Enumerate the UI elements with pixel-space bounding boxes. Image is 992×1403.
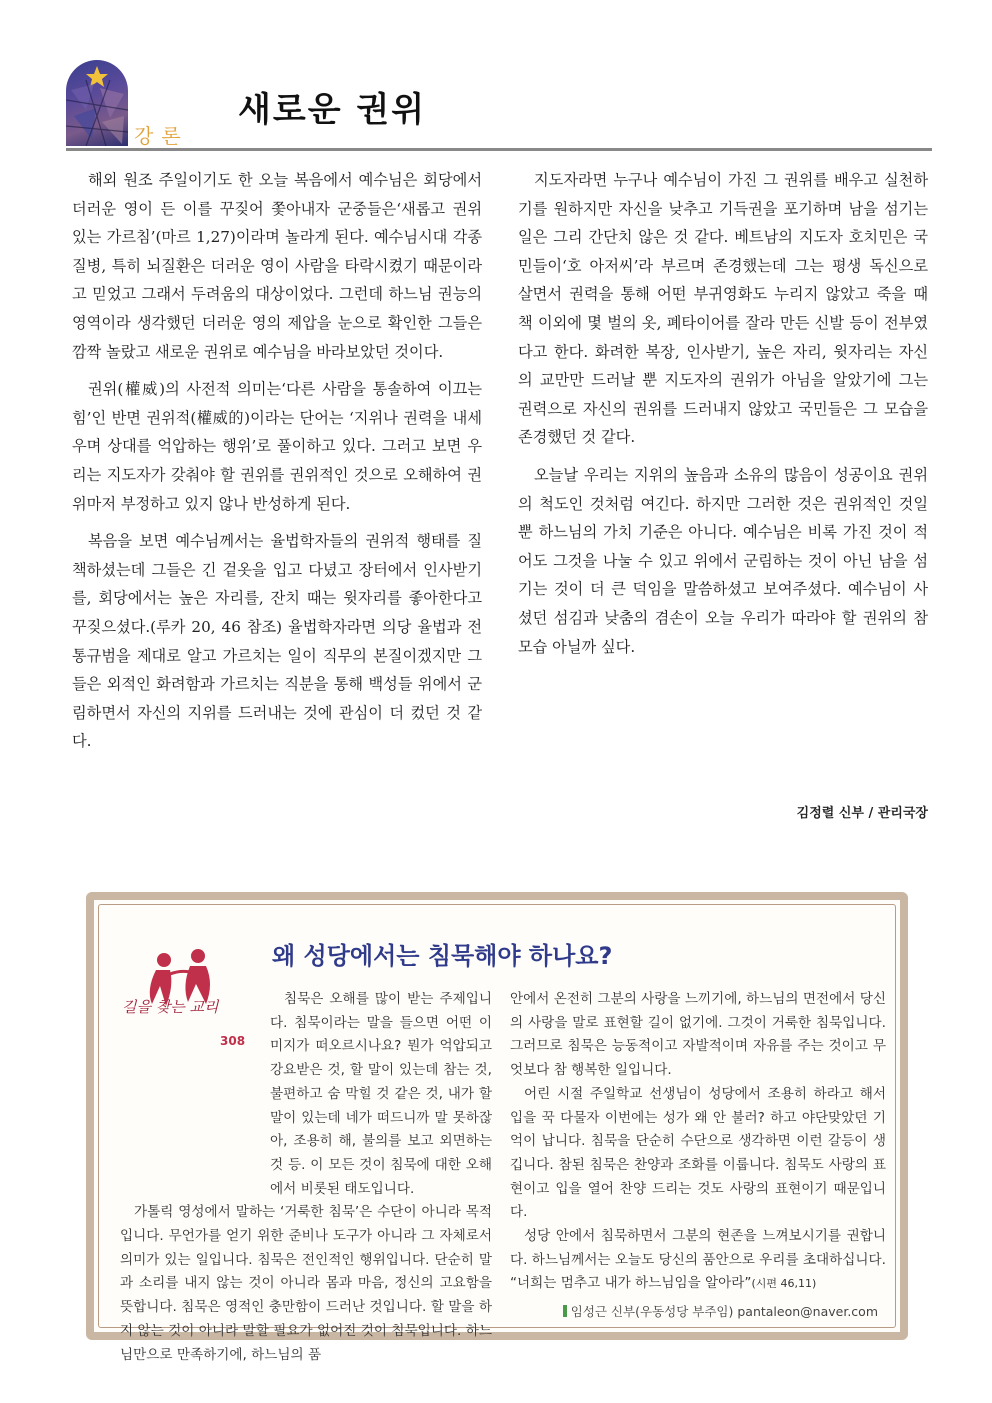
box-issue-number: 308 [220,1034,246,1048]
box-author-text: 임성근 신부(우동성당 부주임) pantaleon@naver.com [570,1304,878,1319]
article-left-column [72,166,482,765]
box-author [563,1302,878,1320]
author-bar-icon [563,1305,567,1317]
catechism-box [86,892,908,1363]
box-title: 왜 성당에서는 침묵해야 하나요? [272,942,613,970]
section-logo [66,60,128,146]
header-divider [66,148,932,151]
section-label: 강론 [134,124,189,148]
article-paragraph: 지도자라면 누구나 예수님이 가진 그 권위를 배우고 실천하기를 원하지만 자신을 낮추고 기득권을 포기하며 남을 섬기는 일은 그리 간단치 않은 것 같다. 베트남의 지도자 호치민은 국민들이‘호 아저씨’라 부르며 존경했는데 그는 평생 독신으로 살면서 권력을 통해 어떤 부귀영화도 누리지 않았고 죽을 때 책 이외에 몇 벌의 옷, 폐타이어를 잘라 만든 신발 등이 전부였다고 한다. 화려한 복장, 인사받기, 높은 자리, 윗자리는 자신의 교만만 드러날 뿐 지도자의 권위가 아님을 알았기에 그는 권력으로 자신의 권위를 드러내지 않았고 국민들은 그 모습을 존경했던 것 같다. [518,171,928,447]
box-paragraph: 침묵은 오해를 많이 받는 주제입니다. 침묵이라는 말을 들으면 어떤 이미지가 떠오르시나요? 뭔가 억압되고 강요받은 것, 할 말이 있는데 참는 것, 불편하고 숨 막힐 것 같은 것, 내가 할 말이 있는데 네가 떠드니까 말 못하잖아, 조용히 해, 불의를 보고 외면하는 것 등. 이 모든 것이 침묵에 대한 오해에서 비롯된 태도입니다. [270,991,492,1197]
page-title: 새로운 권위 [238,90,427,130]
article-paragraph: 복음을 보면 예수님께서는 율법학자들의 권위적 행태를 질책하셨는데 그들은 긴 겉옷을 입고 다녔고 장터에서 인사받기를, 회당에서는 높은 자리를, 잔치 때는 윗자리를 좋아한다고 꾸짖으셨다.(루카 20, 46 참조) 율법학자라면 의당 율법과 전통규범을 제대로 알고 가르치는 일이 직무의 본질이겠지만 그들은 외적인 화려함과 가르치는 직분을 통해 백성들 위에서 군림하면서 자신의 지위를 드러내는 것에 관심이 더 컸던 것 같다. [72,532,482,751]
article-right-column [518,166,928,670]
bible-citation: (시편 46,11) [751,1277,817,1291]
box-left-column [120,988,492,1367]
box-paragraph [510,1225,886,1296]
box-paragraph-text: 성당 안에서 침묵하면서 그분의 현존을 느껴보시기를 권합니다. 하느님께서는 오늘도 당신의 품안으로 우리를 초대하십니다. “너희는 멈추고 내가 하느님임을 알아라” [510,1228,886,1292]
box-paragraph: 어린 시절 주일학교 선생님이 성당에서 조용히 하라고 해서 입을 꾹 다물자 이번에는 성가 왜 안 불러? 하고 야단맞았던 기억이 납니다. 침묵을 단순히 수단으로 생각하면 이런 갈등이 생깁니다. 참된 침묵은 찬양과 조화를 이룹니다. 침묵도 사랑의 표현이고 입을 열어 찬양 드리는 것도 사랑의 표현이기 때문입니다. [510,1085,886,1221]
box-right-column [510,988,886,1296]
stained-glass-icon [66,60,128,146]
box-paragraph: 가톨릭 영성에서 말하는 ‘거룩한 침묵’은 수단이 아니라 목적입니다. 무언가를 얻기 위한 준비나 도구가 아니라 그 자체로서 의미가 있는 일입니다. 침묵은 전인적인 행위입니다. 단순히 말과 소리를 내지 않는 것이 아니라 몸과 마음, 정신의 고요함을 뜻합니다. 침묵은 영적인 충만함이 드러난 것입니다. 할 말을 하지 않는 것이 아니라 말할 필요가 없어진 것이 침묵입니다. 하느님만으로 만족하기에, 하느님의 품 [120,1204,492,1363]
article-paragraph: 오늘날 우리는 지위의 높음과 소유의 많음이 성공이요 권위의 척도인 것처럼 여긴다. 하지만 그러한 것은 권위적인 것일 뿐 하느님의 가치 기준은 아니다. 예수님은 비록 가진 것이 적어도 그것을 나눌 수 있고 위에서 군림하는 것이 아닌 남을 섬기는 것이 더 큰 덕임을 말씀하셨고 보여주셨다. 예수님이 사셨던 섬김과 낮춤의 겸손이 오늘 우리가 따라야 할 권위의 참모습 아닐까 싶다. [518,465,928,656]
article-author: 김정렬 신부 / 관리국장 [796,806,928,821]
box-paragraph: 안에서 온전히 그분의 사랑을 느끼기에, 하느님의 면전에서 당신의 사랑을 말로 표현할 길이 없기에. 그것이 거룩한 침묵입니다. 그러므로 침묵은 능동적이고 자발적이며 자유를 주는 것이고 무엇보다 참 행복한 일입니다. [510,991,886,1079]
article-paragraph: 해외 원조 주일이기도 한 오늘 복음에서 예수님은 회당에서 더러운 영이 든 이를 꾸짖어 쫓아내자 군중들은‘새롭고 권위 있는 가르침’(마르 1,27)이라며 놀라게 된다. 예수님시대 각종 질병, 특히 뇌질환은 더러운 영이 사람을 타락시켰기 때문이라고 믿었고 그래서 두려움의 대상이었다. 그런데 하느님 권능의 영역이라 생각했던 더러운 영의 제압을 눈으로 확인한 그들은 깜짝 놀랐고 새로운 권위로 예수님을 바라보았던 것이다. [72,171,482,361]
box-logo-text: 길을 찾는 교리 [122,998,219,1016]
article-paragraph: 권위(權威)의 사전적 의미는‘다른 사람을 통솔하여 이끄는 힘’인 반면 권위적(權威的)이라는 단어는 ‘지위나 권력을 내세우며 상대를 억압하는 행위’로 풀이하고 있다. 그러고 보면 우리는 지도자가 갖춰야 할 권위를 권위적인 것으로 오해하여 권위마저 부정하고 있지 않나 반성하게 된다. [72,380,482,513]
